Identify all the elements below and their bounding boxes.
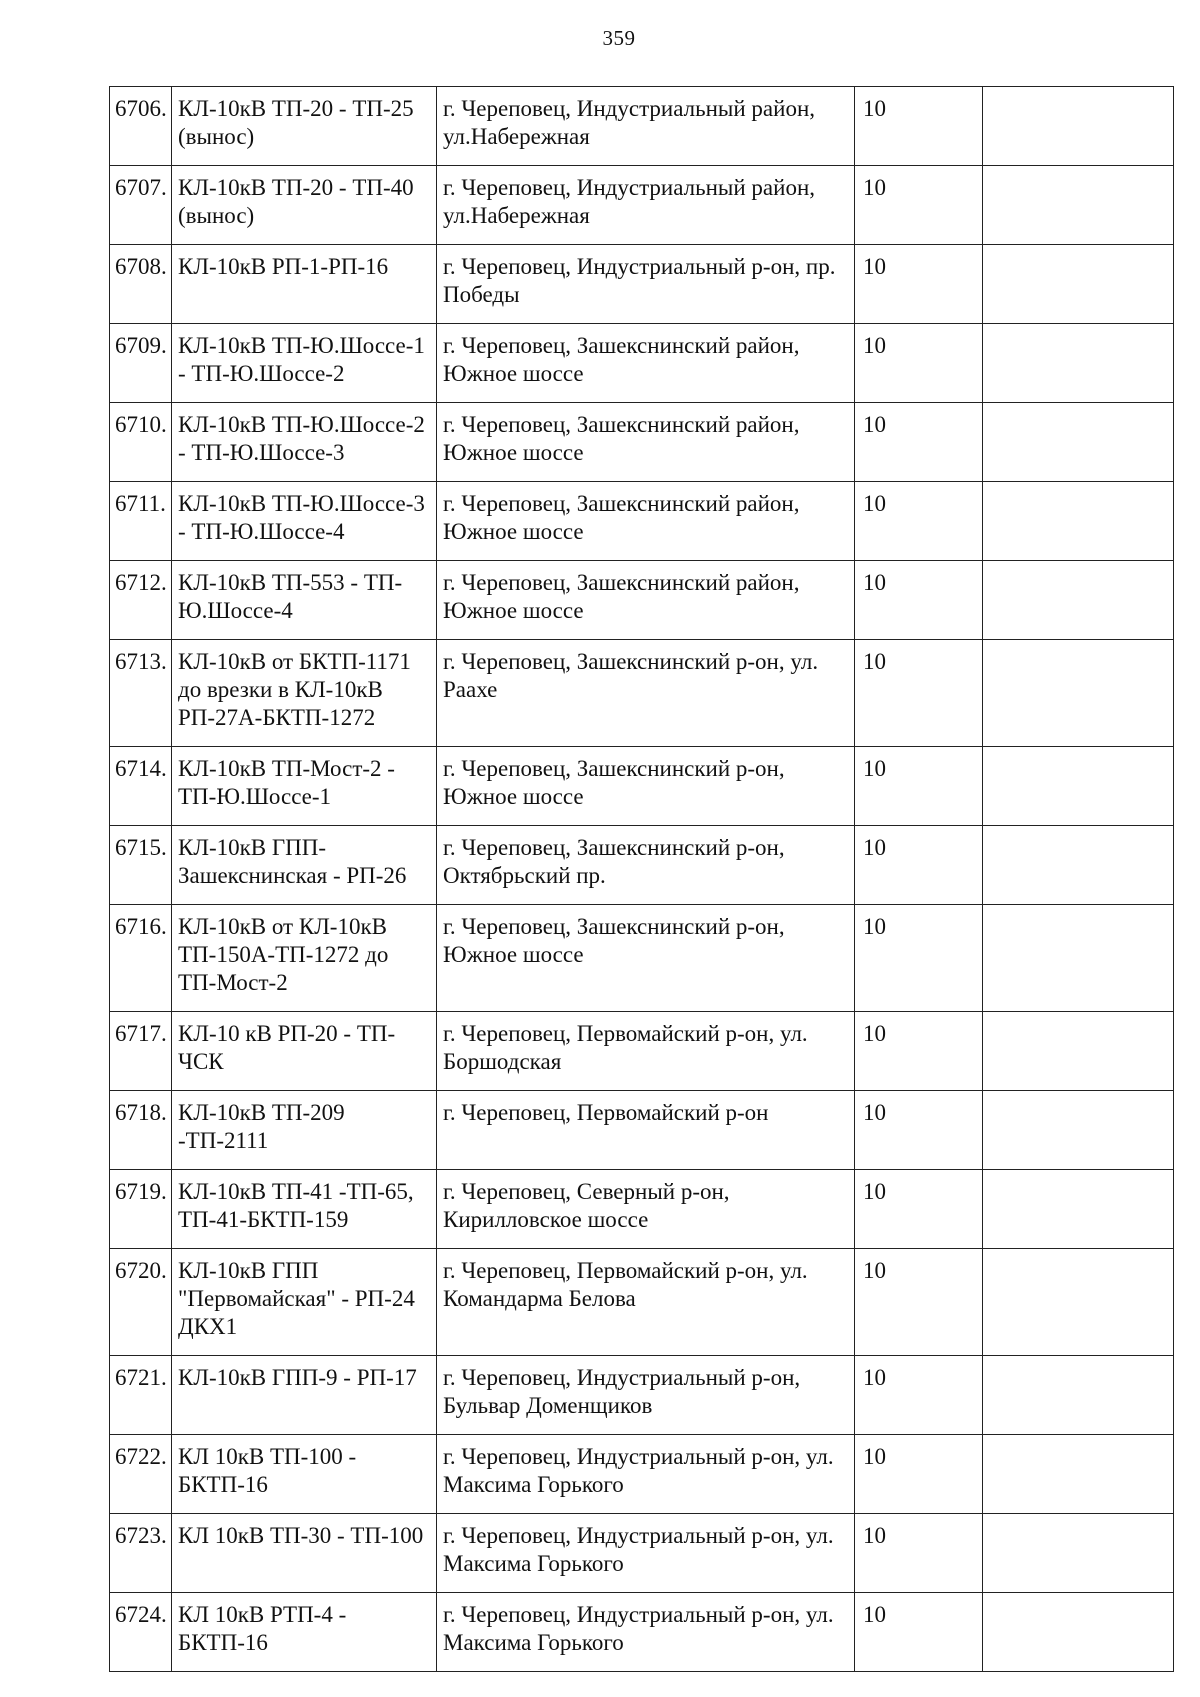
table-row	[110, 905, 1174, 1012]
line-name: КЛ-10кВ ГПП-Зашекснинская - РП-26	[172, 826, 437, 905]
line-address: г. Череповец, Индустриальный р-он, ул. Максима Горького	[437, 1514, 855, 1593]
line-address: г. Череповец, Индустриальный район, ул.Набережная	[437, 166, 855, 245]
empty-cell	[983, 1170, 1174, 1249]
line-address: г. Череповец, Индустриальный р-он, ул. Максима Горького	[437, 1435, 855, 1514]
empty-cell	[983, 1091, 1174, 1170]
line-name: КЛ 10кВ ТП-100 - БКТП-16	[172, 1435, 437, 1514]
line-voltage: 10	[855, 747, 983, 826]
table-row	[110, 1514, 1174, 1593]
empty-cell	[983, 1593, 1174, 1672]
line-voltage: 10	[855, 826, 983, 905]
line-name: КЛ-10кВ ТП-20 - ТП-25 (вынос)	[172, 87, 437, 166]
empty-cell	[983, 166, 1174, 245]
row-number: 6715.	[110, 826, 172, 905]
row-number: 6711.	[110, 482, 172, 561]
row-number: 6718.	[110, 1091, 172, 1170]
row-number: 6723.	[110, 1514, 172, 1593]
line-voltage: 10	[855, 166, 983, 245]
row-number: 6721.	[110, 1356, 172, 1435]
line-voltage: 10	[855, 1514, 983, 1593]
table-row	[110, 1356, 1174, 1435]
table-row	[110, 1435, 1174, 1514]
line-name: КЛ 10кВ РТП-4 - БКТП-16	[172, 1593, 437, 1672]
row-number: 6724.	[110, 1593, 172, 1672]
empty-cell	[983, 640, 1174, 747]
row-number: 6719.	[110, 1170, 172, 1249]
row-number: 6706.	[110, 87, 172, 166]
line-voltage: 10	[855, 1435, 983, 1514]
table-row	[110, 403, 1174, 482]
empty-cell	[983, 1249, 1174, 1356]
table-row	[110, 1091, 1174, 1170]
line-address: г. Череповец, Зашекснинский район, Южное шоссе	[437, 561, 855, 640]
line-address: г. Череповец, Индустриальный р-он, Бульвар Доменщиков	[437, 1356, 855, 1435]
row-number: 6708.	[110, 245, 172, 324]
empty-cell	[983, 561, 1174, 640]
line-voltage: 10	[855, 324, 983, 403]
line-name: КЛ-10кВ от БКТП-1171 до врезки в КЛ-10кВ РП-27А-БКТП-1272	[172, 640, 437, 747]
line-address: г. Череповец, Северный р-он, Кирилловское шоссе	[437, 1170, 855, 1249]
table-row	[110, 1593, 1174, 1672]
line-name: КЛ 10кВ ТП-30 - ТП-100	[172, 1514, 437, 1593]
empty-cell	[983, 1435, 1174, 1514]
empty-cell	[983, 245, 1174, 324]
row-number: 6722.	[110, 1435, 172, 1514]
line-name: КЛ-10кВ от КЛ-10кВ ТП-150А-ТП-1272 до ТП-Мост-2	[172, 905, 437, 1012]
table-row	[110, 482, 1174, 561]
row-number: 6716.	[110, 905, 172, 1012]
line-name: КЛ-10 кВ РП-20 - ТП-ЧСК	[172, 1012, 437, 1091]
row-number: 6709.	[110, 324, 172, 403]
line-address: г. Череповец, Зашекснинский р-он, Октябрьский пр.	[437, 826, 855, 905]
table-row	[110, 747, 1174, 826]
line-address: г. Череповец, Зашекснинский район, Южное шоссе	[437, 324, 855, 403]
line-voltage: 10	[855, 1170, 983, 1249]
line-name: КЛ-10кВ ТП-553 - ТП-Ю.Шоссе-4	[172, 561, 437, 640]
line-name: КЛ-10кВ ТП-41 -ТП-65, ТП-41-БКТП-159	[172, 1170, 437, 1249]
line-address: г. Череповец, Индустриальный р-он, пр. Победы	[437, 245, 855, 324]
row-number: 6714.	[110, 747, 172, 826]
empty-cell	[983, 87, 1174, 166]
table-row	[110, 640, 1174, 747]
line-voltage: 10	[855, 561, 983, 640]
table-row	[110, 245, 1174, 324]
empty-cell	[983, 905, 1174, 1012]
line-address: г. Череповец, Первомайский р-он, ул. Боршодская	[437, 1012, 855, 1091]
line-address: г. Череповец, Зашекснинский р-он, Южное шоссе	[437, 905, 855, 1012]
line-address: г. Череповец, Зашекснинский р-он, ул. Раахе	[437, 640, 855, 747]
line-address: г. Череповец, Зашекснинский район, Южное шоссе	[437, 403, 855, 482]
line-name: КЛ-10кВ ТП-Ю.Шоссе-2 - ТП-Ю.Шоссе-3	[172, 403, 437, 482]
line-voltage: 10	[855, 905, 983, 1012]
page-number: 359	[602, 26, 636, 50]
empty-cell	[983, 324, 1174, 403]
line-name: КЛ-10кВ ТП-Мост-2 - ТП-Ю.Шоссе-1	[172, 747, 437, 826]
line-name: КЛ-10кВ ТП-209 -ТП-2111	[172, 1091, 437, 1170]
empty-cell	[983, 482, 1174, 561]
line-address: г. Череповец, Зашекснинский р-он, Южное шоссе	[437, 747, 855, 826]
line-voltage: 10	[855, 1356, 983, 1435]
line-address: г. Череповец, Индустриальный р-он, ул. Максима Горького	[437, 1593, 855, 1672]
table-row	[110, 87, 1174, 166]
row-number: 6717.	[110, 1012, 172, 1091]
line-name: КЛ-10кВ ТП-Ю.Шоссе-1 - ТП-Ю.Шоссе-2	[172, 324, 437, 403]
line-voltage: 10	[855, 1249, 983, 1356]
line-voltage: 10	[855, 482, 983, 561]
row-number: 6712.	[110, 561, 172, 640]
table-row	[110, 1249, 1174, 1356]
line-voltage: 10	[855, 1091, 983, 1170]
line-voltage: 10	[855, 1012, 983, 1091]
line-address: г. Череповец, Первомайский р-он, ул. Командарма Белова	[437, 1249, 855, 1356]
table-row	[110, 1170, 1174, 1249]
table-row	[110, 826, 1174, 905]
line-voltage: 10	[855, 87, 983, 166]
line-name: КЛ-10кВ ГПП "Первомайская" - РП-24 ДКХ1	[172, 1249, 437, 1356]
line-address: г. Череповец, Зашекснинский район, Южное шоссе	[437, 482, 855, 561]
registry-table	[109, 86, 1174, 1672]
line-voltage: 10	[855, 403, 983, 482]
row-number: 6713.	[110, 640, 172, 747]
line-name: КЛ-10кВ ТП-20 - ТП-40 (вынос)	[172, 166, 437, 245]
line-name: КЛ-10кВ РП-1-РП-16	[172, 245, 437, 324]
row-number: 6707.	[110, 166, 172, 245]
line-name: КЛ-10кВ ГПП-9 - РП-17	[172, 1356, 437, 1435]
row-number: 6720.	[110, 1249, 172, 1356]
table-row	[110, 166, 1174, 245]
line-address: г. Череповец, Индустриальный район, ул.Набережная	[437, 87, 855, 166]
table-row	[110, 324, 1174, 403]
empty-cell	[983, 1012, 1174, 1091]
table-row	[110, 1012, 1174, 1091]
line-name: КЛ-10кВ ТП-Ю.Шоссе-3 - ТП-Ю.Шоссе-4	[172, 482, 437, 561]
line-address: г. Череповец, Первомайский р-он	[437, 1091, 855, 1170]
empty-cell	[983, 403, 1174, 482]
empty-cell	[983, 1356, 1174, 1435]
line-voltage: 10	[855, 245, 983, 324]
row-number: 6710.	[110, 403, 172, 482]
line-voltage: 10	[855, 640, 983, 747]
table-row	[110, 561, 1174, 640]
empty-cell	[983, 1514, 1174, 1593]
registry-table-body	[110, 87, 1174, 1672]
line-voltage: 10	[855, 1593, 983, 1672]
empty-cell	[983, 747, 1174, 826]
empty-cell	[983, 826, 1174, 905]
